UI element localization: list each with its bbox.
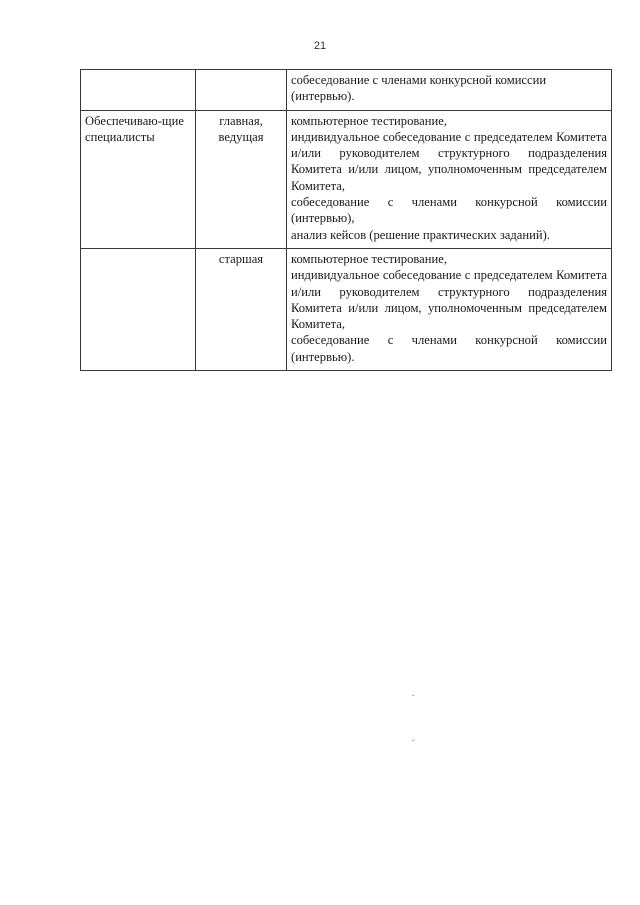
category-cell: старшая	[196, 248, 287, 370]
group-cell	[81, 248, 196, 370]
methods-cell	[287, 70, 612, 111]
table-row	[81, 248, 612, 370]
method-item: компьютерное тестирование,	[291, 113, 447, 128]
method-item: собеседование с членами конкурсной комиссии (интервью).	[291, 333, 607, 364]
group-cell	[81, 70, 196, 111]
table-row	[81, 70, 612, 111]
positions-table	[80, 69, 612, 371]
stray-mark: .	[412, 733, 415, 743]
stray-mark: .	[412, 688, 415, 698]
category-cell	[196, 70, 287, 111]
method-item: индивидуальное собеседование с председателем Комитета и/или руководителем структурного подразделения Комитета и/или лицом, уполномоченным председателем Комитета,	[291, 129, 607, 193]
method-item: собеседование с членами конкурсной комиссии	[291, 73, 547, 87]
group-cell: Обеспечиваю-щие специалисты	[81, 110, 196, 248]
method-item: собеседование с членами конкурсной комиссии (интервью),	[291, 195, 607, 226]
method-item: (интервью).	[291, 89, 355, 104]
page-number: 21	[313, 40, 327, 52]
category-cell: главная, ведущая	[196, 110, 287, 248]
methods-cell	[287, 248, 612, 370]
method-item: компьютерное тестирование,	[291, 251, 447, 266]
method-item: индивидуальное собеседование с председателем Комитета и/или руководителем структурного подразделения Комитета и/или лицом, уполномоченным председателем Комитета,	[291, 268, 607, 332]
method-item: анализ кейсов (решение практических заданий).	[291, 227, 550, 242]
methods-cell	[287, 110, 612, 248]
table-row	[81, 110, 612, 248]
